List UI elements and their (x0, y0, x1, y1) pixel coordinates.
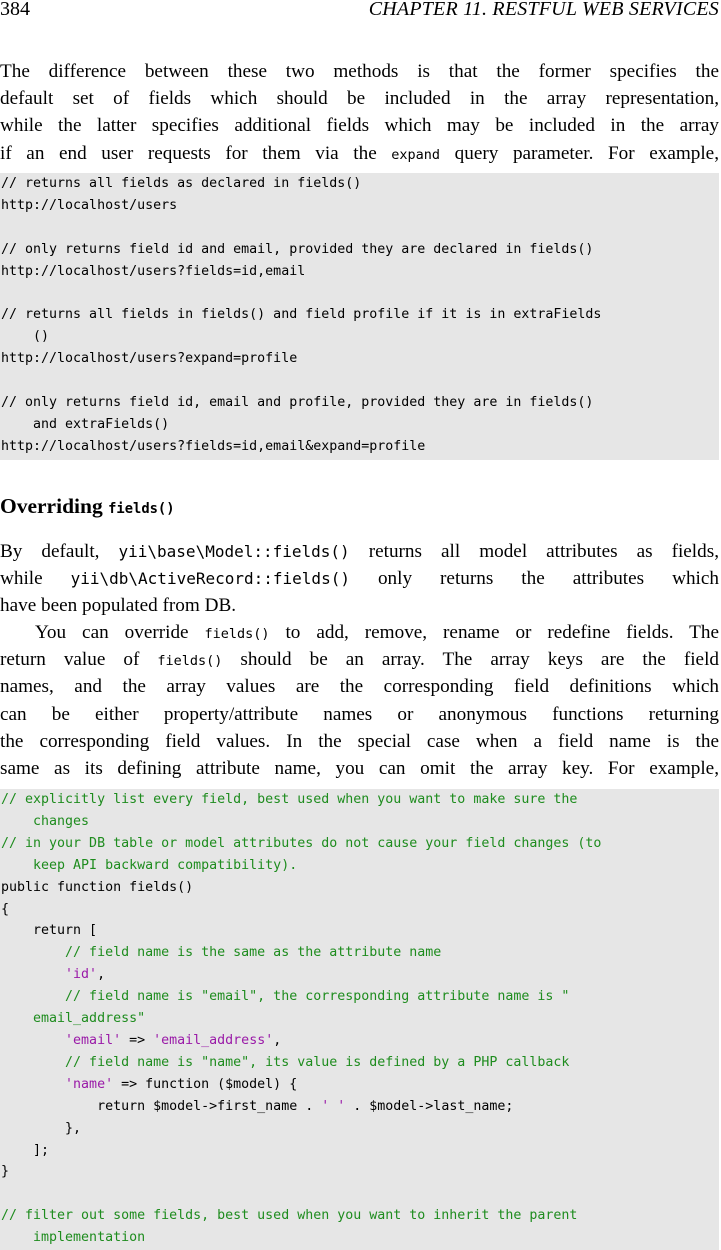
text-run: only returns the attributes which (349, 568, 719, 590)
code-line: . $model->last_name; (345, 1098, 514, 1114)
code-line: http://localhost/users?fields=id,email (1, 263, 306, 279)
code-block-urls (0, 173, 719, 460)
default-fields-paragraph (0, 538, 719, 620)
text-line: while the latter specifies additional fields which may be included in the array (0, 115, 719, 137)
code-comment: email_address" (1, 1011, 146, 1027)
text-run: query parameter. For example, (440, 142, 719, 164)
code-line: http://localhost/users?fields=id,email&expand=profile (1, 438, 426, 454)
text-line: default set of fields which should be included in the array representation, (0, 88, 719, 110)
code-listing (0, 789, 719, 1249)
code-line: return [ (1, 923, 98, 939)
text-line: the corresponding field values. In the special case when a field name is the (0, 730, 719, 752)
chapter-title: CHAPTER 11. RESTFUL WEB SERVICES (368, 0, 719, 20)
text-line: names, and the array values are the corresponding field definitions which (0, 676, 719, 698)
text-line: The difference between these two methods is that the former specifies the (0, 61, 719, 82)
inline-code: fields() (157, 653, 223, 670)
code-line: public function fields() (1, 879, 194, 895)
section-heading (0, 494, 175, 519)
code-line: { (1, 901, 10, 917)
page-number: 384 (0, 0, 30, 20)
code-comment: // returns all fields as declared in fields() (1, 176, 362, 191)
intro-paragraph (0, 58, 719, 167)
code-comment: // field name is "email", the corresponding attribute name is " (1, 989, 570, 1005)
code-comment: and extraFields() (1, 416, 170, 432)
inline-code: fields() (204, 626, 270, 642)
text-line (0, 619, 719, 646)
text-run: You can override (35, 622, 205, 643)
code-comment: // returns all fields in fields() and field profile if it is in extraFields (1, 307, 602, 323)
inline-code: yii\db\ActiveRecord::fields() (70, 569, 350, 589)
code-comment: // only returns field id and email, provided they are declared in fields() (1, 241, 594, 257)
text-line (0, 565, 719, 592)
code-string: 'email_address' (153, 1032, 274, 1048)
text-line (0, 140, 719, 167)
code-comment: // only returns field id, email and profile, provided they are in fields() (1, 395, 594, 411)
code-comment: keep API backward compatibility). (1, 857, 298, 873)
heading-text: Overriding (0, 494, 109, 518)
text-line: can be either property/attribute names or anonymous functions returning (0, 703, 719, 725)
code-line: } (1, 1164, 10, 1180)
text-line (0, 538, 719, 565)
code-comment: // filter out some fields, best used when you want to inherit the parent (1, 1208, 578, 1224)
code-comment: // in your DB table or model attributes do not cause your field changes (to (1, 835, 602, 851)
override-paragraph (0, 619, 719, 782)
code-line: return $model->first_name . (1, 1098, 322, 1114)
code-punct: , (273, 1032, 282, 1048)
code-line: => function ($model) { (113, 1076, 298, 1092)
text-run: if an end user requests for them via the (0, 142, 392, 164)
text-run: By default, (0, 541, 119, 562)
running-head (0, 0, 721, 22)
code-comment: // explicitly list every field, best used when you want to make sure the (1, 792, 578, 807)
text-run: returns all model attributes as fields, (349, 541, 719, 562)
code-line: http://localhost/users?expand=profile (1, 351, 298, 367)
code-comment: changes (1, 813, 90, 829)
code-line: }, (1, 1120, 82, 1136)
text-line: same as its defining attribute name, you can omit the array key. For example, (0, 757, 719, 779)
code-comment: // field name is the same as the attribute name (1, 945, 442, 961)
inline-code: expand (391, 146, 441, 163)
text-run: return value of (0, 649, 158, 671)
inline-code: yii\base\Model::fields() (118, 542, 350, 561)
code-block-php (0, 789, 719, 1250)
code-comment: implementation (1, 1230, 146, 1246)
code-comment: // field name is "name", its value is defined by a PHP callback (1, 1054, 570, 1070)
code-comment: () (1, 329, 50, 345)
code-string: 'name' (1, 1076, 114, 1092)
code-string: 'id' (1, 967, 98, 983)
code-string: ' ' (321, 1098, 346, 1114)
code-punct: => (121, 1032, 154, 1048)
code-line: http://localhost/users (1, 197, 178, 213)
code-listing (0, 173, 719, 458)
text-run: to add, remove, rename or redefine fields. The (269, 622, 719, 643)
code-line: ]; (1, 1142, 50, 1158)
text-run: should be an array. The array keys are the field (222, 649, 719, 671)
code-punct: , (97, 967, 106, 983)
heading-code: fields() (108, 501, 175, 517)
text-run: while (0, 568, 71, 590)
text-line (0, 646, 719, 673)
text-line: have been populated from DB. (0, 595, 237, 617)
code-string: 'email' (1, 1032, 122, 1048)
